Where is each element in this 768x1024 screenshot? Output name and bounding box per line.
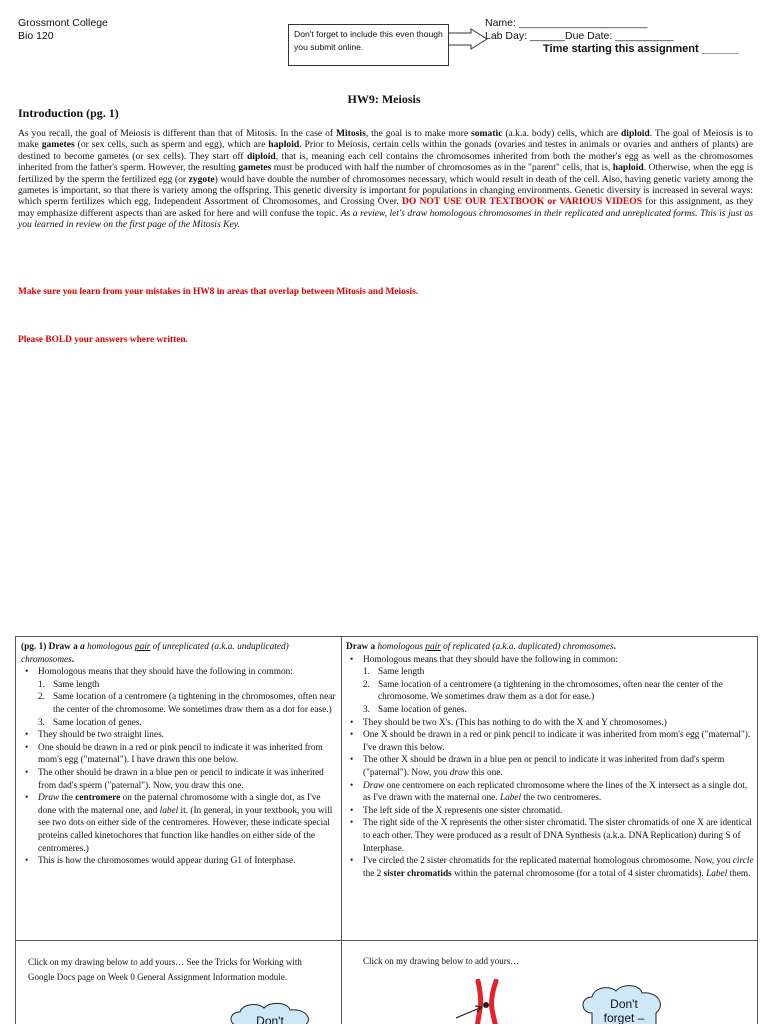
right-drawing-instructions: Click on my drawing below to add yours…	[363, 956, 520, 966]
replicated-instructions: Draw a homologous pair of replicated (a.k.a. duplicated) chromosomes. • Homologous means that they should have the following in common: 1. Same length 2. Same location of a centromere (a tightening in the chromosomes, often near the center of the chromosome. We sometimes draw them as a dot for ease.) 3. Same location of genes. • They should be two X's. (This has nothing to do with the X and Y chromosomes.) • One X should be drawn in a red or pink pencil to indicate it was inherited from mom's egg ("maternal"). I've drawn this below. • The other X should be drawn in a blue pen or pencil to indicate it was inherited from dad's sperm ("paternal"). Now, you draw this one. • Draw one centromere on each replicated chromosome where the lines of the X intersect as a single dot, as I've drawn with the maternal one. Label the two centromeres. • The left side of the X represents one sister chromatid. • The right side of the X represents the other sister chromatid. The sister chromatids of one X are identical to each other. They were produced as a result of DNA Synthesis (a.k.a. DNA Replication) during S of Interphase. • I've circled the 2 sister chromatids for the replicated maternal homologous chromosome. Now, you circle the 2 sister chromatids within the paternal chromosome (for a total of 4 sister chromatids). Label them.	[346, 641, 754, 880]
warning-text: DO NOT USE OUR TEXTBOOK or VARIOUS VIDEOS	[401, 196, 643, 208]
left-drawing-instructions: Click on my drawing below to add yours… See the Tricks for Working with Google Docs page on Week 0 General Assignment Information module.	[28, 957, 302, 982]
page-title: HW9: Meiosis	[347, 92, 421, 106]
reminder-callout: Don't forget to include this even though you submit online.	[288, 24, 449, 66]
student-info	[485, 17, 738, 56]
drawing-table	[15, 636, 758, 1024]
right-cloud-text: Don't forget –	[603, 997, 645, 1024]
callout-arrow-icon	[449, 28, 489, 50]
course-info	[18, 17, 108, 43]
mistakes-note: Make sure you learn from your mistakes in HW8 in areas that overlap between Mitosis and Meiosis.	[18, 287, 419, 297]
intro-paragraph: As you recall, the goal of Meiosis is different than that of Mitosis. In the case of Mitosis, the goal is to make more somatic (a.k.a. body) cells, which are diploid. The goal of Meiosis is to make gametes (or sex cells, such as sperm and egg), which are haploid. Prior to Meiosis, certain cells within the gonads (ovaries and testes in animals or ovaries and anthers of plants) are destined to become gametes (or sex cells). They start off diploid, that is, meaning each cell contains the chromosomes inherited from both the mother's egg as well as the chromosomes inherited from the father's sperm. However, the resulting gametes must be produced with half the number of chromosomes as in the "parent" cells, that is, haploid. Otherwise, when the egg is fertilized by the sperm the fertilized egg (or zygote) would have double the number of chromosomes necessary, which would result in death of the cell. Also, having genetic variety among the gametes is important, so that there is variety among the offspring. This genetic diversity is important for populations in changing environments. Genetic diversity is increased in several ways: which sperm fertilizes which egg, Independent Assortment of Chromosomes, and Crossing Over. DO NOT USE OUR TEXTBOOK or VARIOUS VIDEOS for this assignment, as they may emphasize different aspects than are asked for here and will confuse the topic. As a review, let's draw homologous chromosomes in their replicated and unreplicated forms. This is just as you learned in review on the first page of the Mitosis Key.	[18, 128, 754, 231]
chromosome-drawing[interactable]	[456, 979, 566, 1024]
left-cloud-text: Don't	[256, 1014, 284, 1024]
bold-note: Please BOLD your answers where written.	[18, 335, 188, 345]
time-start-line[interactable]: Time starting this assignment ______	[543, 43, 739, 55]
lab-due-line[interactable]: Lab Day: ______Due Date: __________	[485, 30, 674, 42]
intro-heading: Introduction (pg. 1)	[18, 106, 119, 120]
college-name: Grossmont College	[18, 17, 108, 29]
unreplicated-instructions: (pg. 1) Draw a a homologous pair of unreplicated (a.k.a. unduplicated) chromosomes. • Homologous means that they should have the following in common: 1. Same length 2. Same location of a centromere (a tightening in the chromosomes, often near the center of the chromosome. We sometimes draw them as a dot for ease.) 3. Same location of genes. • They should be two straight lines. • One should be drawn in a red or pink pencil to indicate it was inherited from mom's egg ("maternal"). I have drawn this one below. • The other should be drawn in a blue pen or pencil to indicate it was inherited from dad's sperm ("paternal"). Now, you draw this one. • Draw the centromere on the paternal chromosome with a single dot, as I've done with the maternal one, and label it. (In general, in your textbook, you will see two dots on either side of the centromeres. However, these indicate special proteins called kinetochores that function like handles on either side of the centromeres.) • This is how the chromosomes would appear during G1 of Interphase.	[21, 641, 339, 868]
course-code: Bio 120	[18, 30, 54, 42]
name-line[interactable]: Name: ______________________	[485, 17, 648, 29]
